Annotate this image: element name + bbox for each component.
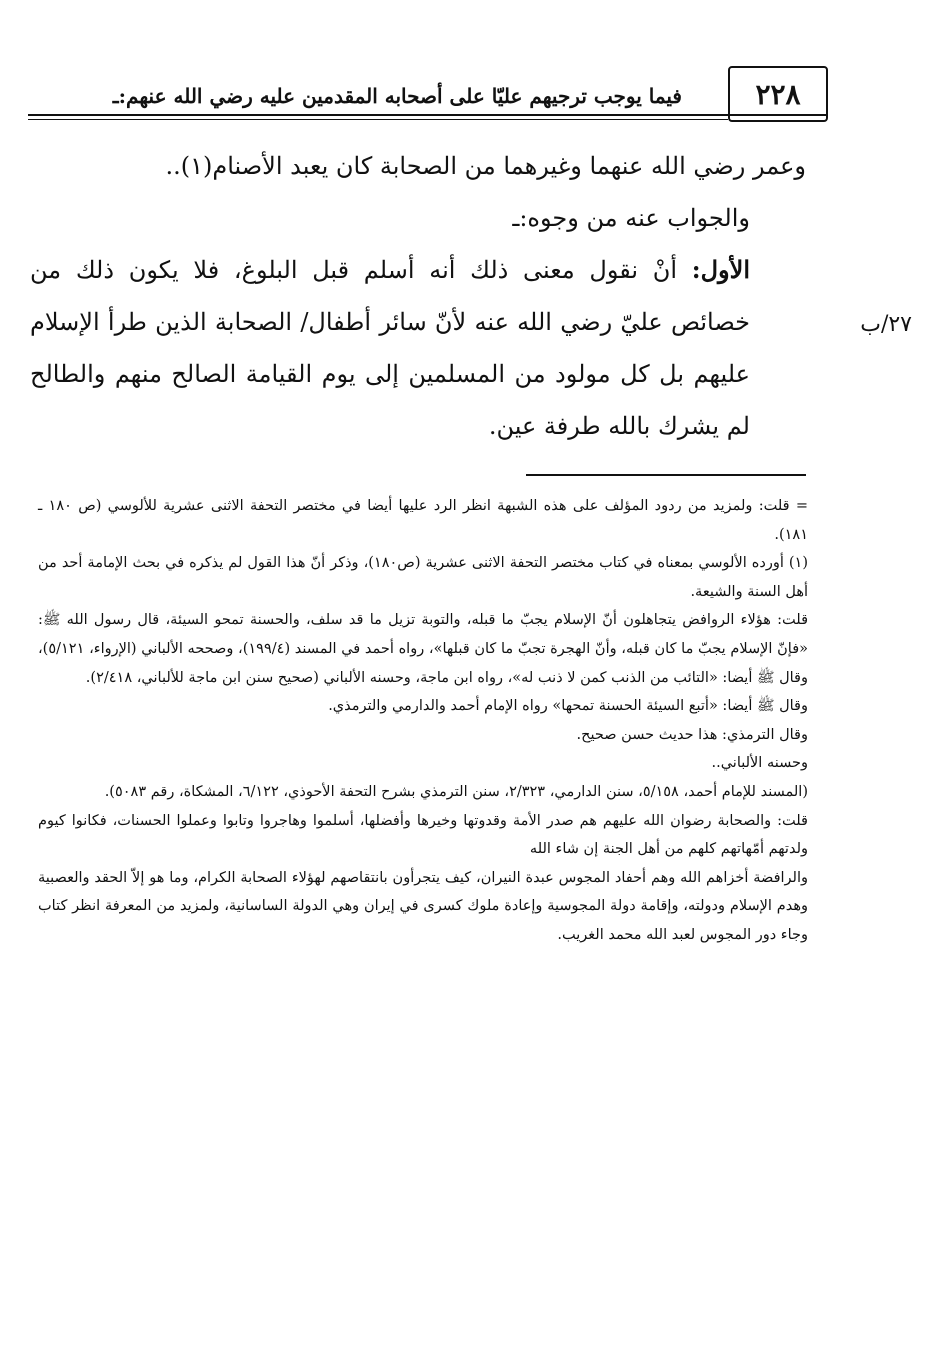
footnote-paragraph: وقال ﷺ أيضا: «أتبع السيئة الحسنة تمحها» رواه الإمام أحمد والدارمي والترمذي.	[328, 698, 808, 715]
footnote-paragraph: وحسنه الألباني..	[711, 755, 808, 772]
header-rule	[28, 114, 828, 116]
footnote-paragraph: قلت: هؤلاء الروافض يتجاهلون أنّ الإسلام يجبّ ما قبله، والتوبة تزيل ما قد سلف، والحسنة تمحو السيئة، قال رسول الله ﷺ: «فإنّ الإسلام يجبّ ما كان قبله، وأنّ الهجرة تجبّ ما كان قبلها»، رواه أحمد في المسند (١٩٩/٤)، وصححه الألباني (الإرواء، ٥/١٢١)، وقال ﷺ أيضا: «التائب من الذنب كمن لا ذنب له»، رواه ابن ماجة، وحسنه الألباني (صحيح سنن ابن ماجة للألباني، ٢/٤١٨).	[38, 612, 808, 686]
main-paragraph-2: والجواب عنه من وجوه:ـ	[512, 204, 750, 232]
footnote-paragraph: وقال الترمذي: هذا حديث حسن صحيح.	[576, 726, 808, 743]
main-paragraph-3	[30, 244, 806, 452]
footnote-1: (١) أورده الألوسي بمعناه في كتاب مختصر التحفة الاثنى عشرية (ص١٨٠)، وذكر أنّ هذا القول لم يذكره في بحث الإمامة أحد من أهل السنة والشيعة.	[38, 555, 808, 600]
running-head: فيما يوجب ترجيهم عليّا على أصحابه المقدمين عليه رضي الله عنهم:ـ	[112, 84, 682, 108]
footnote-paragraph: (المسند للإمام أحمد، ٥/١٥٨، سنن الدارمي، ٢/٣٢٣، سنن الترمذي بشرح التحفة الأحوذي، ٦/١٢٢، المشكاة، رقم ٥٠٨٣).	[104, 783, 808, 800]
main-paragraph-1: وعمر رضي الله عنهما وغيرهما من الصحابة كان يعبد الأصنام(١)..	[165, 152, 806, 180]
footnotes	[38, 492, 808, 950]
page-number: ٢٢٨	[728, 66, 828, 122]
footnote-paragraph: قلت: والصحابة رضوان الله عليهم هم صدر الأمة وقدوتها وخيرها وأفضلها، أسلموا وهاجروا وتابوا وعملوا الحسنات، فكانوا كيوم ولدتهم أمّهاتهم كلهم من أهل الجنة إن شاء الله	[38, 812, 808, 858]
footnote-continuation: = قلت: ولمزيد من ردود المؤلف على هذه الشبهة انظر الرد عليها أيضا في مختصر التحفة الاثنى عشرية للألوسي (ص ١٨٠ ـ ١٨١).	[38, 498, 809, 543]
margin-folio-note: ٢٧/ب	[860, 312, 912, 337]
main-text	[30, 140, 806, 452]
page-header	[28, 66, 828, 124]
header-rule-secondary	[28, 119, 728, 120]
footnote-paragraph: والرافضة أخزاهم الله وهم أحفاد المجوس عبدة النيران، كيف يتجرأون بانتقاصهم لهؤلاء الصحابة الكرام، وما هو إلاّ الحقد والعصبية وهدم الإسلام ودولته، وإقامة دولة المجوسية وإعادة ملوك كسرى في إيران وهي الدولة الساسانية، ولمزيد من المعرفة انظر كتاب وجاء دور المجوس لعبد الله محمد الغريب.	[38, 869, 808, 943]
footnote-separator	[526, 474, 806, 476]
paragraph-text: أنْ نقول معنى ذلك أنه أسلم قبل البلوغ، فلا يكون ذلك من خصائص عليّ رضي الله عنه لأنّ سائر أطفال/ الصحابة الذين طرأ الإسلام عليهم بل كل مولود من المسلمين إلى يوم القيامة الصالح منهم والطالح لم يشرك بالله طرفة عين.	[30, 256, 750, 440]
paragraph-label: الأول:	[691, 255, 750, 284]
